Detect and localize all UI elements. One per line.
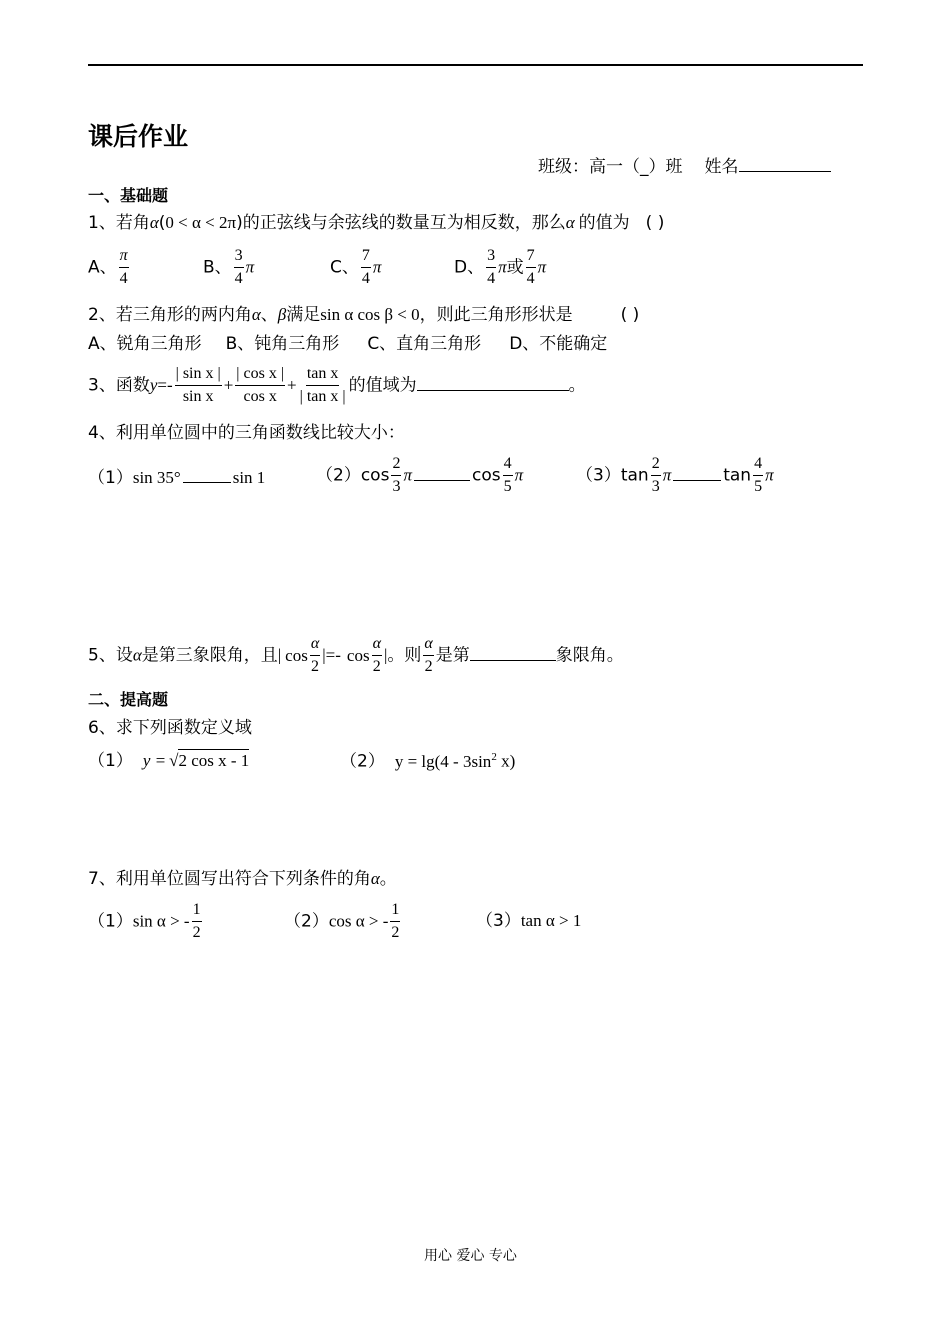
q1-open: (	[158, 213, 166, 233]
q5-mid: |=-	[322, 645, 341, 665]
q1-d-den2: 4	[526, 270, 535, 287]
q4-p2-label: （2）	[316, 465, 361, 486]
q1-d-pi1: π	[498, 257, 507, 277]
q4-p3-tan2: tan	[723, 465, 752, 486]
q3-plus2: +	[287, 375, 297, 395]
q1-c-label: C、	[330, 257, 359, 278]
q1-a-label: A、	[88, 257, 117, 278]
q6-p2-label: （2）	[340, 751, 385, 772]
q6-e1-radicand: 2 cos x - 1	[178, 751, 250, 770]
q3-end: 。	[568, 375, 586, 396]
q3-f3-num: tan x	[306, 366, 340, 386]
q1-d-num2: 7	[526, 248, 536, 268]
q4-p1-left: sin 35°	[132, 468, 181, 487]
q5-text3: 是第	[435, 645, 470, 666]
q2-stem	[88, 306, 639, 324]
q1-alpha: α	[149, 213, 159, 232]
q6-e1-lhs: y =	[142, 751, 167, 770]
q4-p3-tan1: tan	[620, 465, 649, 486]
q1-b-den: 4	[234, 270, 243, 287]
q5-prefix: 5、设	[88, 645, 133, 666]
q5-den3: 2	[424, 658, 433, 675]
q1-d-pi2: π	[537, 257, 547, 277]
q5-abs-close: |	[383, 645, 388, 665]
q1-alpha-2: α	[565, 213, 575, 232]
q5-den1: 2	[311, 658, 320, 675]
q4-p2-pi2: π	[514, 465, 524, 485]
q1-b-num: 3	[234, 248, 244, 268]
q5-text2: 。则	[387, 645, 422, 666]
q4-p3-num1: 2	[651, 456, 661, 476]
q5-num3: α	[423, 636, 433, 656]
q1-d-den1: 4	[487, 270, 496, 287]
q1-text: 的正弦线与余弦线的数量互为相反数，那么	[242, 213, 566, 233]
q3-y: y	[149, 375, 158, 395]
q1-b-pi: π	[245, 257, 255, 277]
q5-blank	[470, 646, 556, 661]
q1-d-label: D、	[454, 257, 485, 278]
q6-part2	[340, 752, 515, 771]
q7-part1	[88, 902, 204, 941]
top-rule	[88, 64, 863, 66]
q3-stem	[88, 366, 586, 405]
q3-f2-num: | cos x |	[235, 366, 285, 386]
q1-option-b	[203, 248, 254, 287]
q7-e2-den: 2	[391, 924, 400, 941]
q4-part1	[88, 468, 265, 487]
q1-text2: 的值为	[578, 213, 630, 233]
q2-option-d: D、不能确定	[509, 334, 608, 354]
q4-p2-blank	[414, 466, 470, 481]
q7-e1-den: 2	[192, 924, 201, 941]
q5-cos1: cos	[285, 645, 308, 665]
q6-stem: 6、求下列函数定义域	[88, 718, 252, 738]
q1-b-label: B、	[203, 257, 232, 278]
q7-e1: sin α > -	[132, 911, 190, 931]
q4-p2-cos1: cos	[360, 465, 390, 486]
q7-part2	[284, 902, 402, 941]
q7-prefix: 7、利用单位圆写出符合下列条件的角	[88, 869, 371, 889]
q7-e2: cos α > -	[328, 911, 389, 931]
q4-p1-label: （1）	[88, 468, 133, 488]
q6-e2-end: x)	[496, 751, 516, 771]
q5-stem	[88, 636, 624, 675]
q4-p2-den2: 5	[503, 478, 512, 495]
q5-den2: 2	[372, 658, 381, 675]
q3-f1-num: | sin x |	[175, 366, 222, 386]
q1-stem	[88, 214, 664, 232]
q4-p2-num2: 4	[503, 456, 513, 476]
q1-a-num: π	[119, 248, 129, 268]
q4-p2-pi1: π	[403, 465, 412, 485]
q1-c-den: 4	[361, 270, 370, 287]
q7-end: 。	[379, 869, 397, 889]
q3-text: 的值域为	[348, 375, 417, 396]
q7-p1-label: （1）	[88, 911, 133, 932]
q1-d-num1: 3	[486, 248, 496, 268]
q4-p3-pi2: π	[765, 465, 774, 485]
q1-close: )	[236, 213, 243, 233]
q2-prefix: 2、若三角形的两内角	[88, 305, 252, 325]
q3-f1-den: sin x	[182, 388, 214, 405]
q2-sep: 、	[260, 305, 278, 325]
q2-option-a: A、锐角三角形	[88, 334, 202, 354]
q6-p1-label: （1）	[88, 751, 133, 771]
q6-e2-sup: 2	[491, 751, 497, 763]
q4-p3-den1: 3	[651, 478, 660, 495]
q1-prefix: 1、若角	[88, 213, 150, 233]
q7-part3	[476, 912, 581, 930]
q3-prefix: 3、函数	[88, 375, 150, 396]
q5-abs-open: |	[277, 645, 282, 665]
q4-part3	[576, 456, 774, 495]
q2-alpha: α	[251, 305, 261, 324]
q1-d-or: 或	[506, 257, 524, 278]
name-label: 姓名	[704, 157, 739, 177]
q1-option-d	[454, 248, 546, 287]
page-footer: 用心 爱心 专心	[424, 1248, 517, 1264]
q2-answer-paren: ( )	[620, 305, 640, 325]
q2-option-b: B、钝角三角形	[225, 334, 340, 354]
q7-alpha: α	[370, 869, 380, 888]
class-name-line	[538, 157, 831, 176]
q3-plus1: +	[223, 375, 234, 395]
q7-stem	[88, 870, 397, 888]
q7-e1-num: 1	[192, 902, 202, 922]
sqrt-icon: √	[169, 751, 179, 770]
q5-cos2: cos	[346, 645, 370, 665]
q1-c-num: 7	[361, 248, 371, 268]
q6-part1	[88, 752, 249, 770]
class-label: 班级：高一（_）班	[538, 157, 683, 177]
q4-stem: 4、利用单位圆中的三角函数线比较大小：	[88, 423, 405, 443]
q4-p2-den1: 3	[392, 478, 401, 495]
q7-e3: tan α > 1	[520, 911, 582, 930]
q1-option-c	[330, 248, 381, 287]
q1-answer-paren: ( )	[645, 213, 665, 233]
q2-beta: β	[277, 305, 287, 324]
q2-option-c: C、直角三角形	[367, 334, 482, 354]
q2-text2: ，则此三角形形状是	[419, 305, 573, 325]
q3-f3-den: | tan x |	[299, 388, 346, 405]
q4-p2-cos2: cos	[471, 465, 501, 486]
q1-c-pi: π	[372, 257, 382, 277]
q4-p3-blank	[673, 466, 721, 481]
q7-p2-label: （2）	[284, 911, 329, 932]
q4-part2	[316, 456, 523, 495]
section-advanced: 二、提高题	[88, 690, 169, 709]
q2-condition: sin α cos β < 0	[320, 305, 420, 324]
q5-num2: α	[372, 636, 382, 656]
q5-alpha: α	[132, 645, 142, 665]
q1-option-a	[88, 248, 131, 287]
q4-p3-num2: 4	[753, 456, 763, 476]
q7-e2-num: 1	[390, 902, 400, 922]
q4-p1-right: sin 1	[232, 468, 266, 487]
q3-eq: =-	[157, 375, 173, 395]
page-title: 课后作业	[88, 122, 189, 151]
section-basic: 一、基础题	[88, 186, 169, 205]
q2-text: 满足	[286, 305, 321, 325]
q4-p3-label: （3）	[576, 465, 621, 486]
q4-p3-den2: 5	[754, 478, 763, 495]
q1-a-den: 4	[119, 270, 128, 287]
q6-e2-main: y = lg(4 - 3sin	[394, 751, 492, 771]
q7-p3-label: （3）	[476, 911, 521, 931]
q5-text4: 象限角。	[555, 645, 624, 666]
q4-p3-pi1: π	[662, 465, 672, 485]
q3-blank	[417, 376, 569, 391]
q4-p1-blank	[183, 468, 231, 483]
q4-p2-num1: 2	[391, 456, 401, 476]
q5-text: 是第三象限角，且	[141, 645, 278, 666]
name-blank	[739, 157, 831, 172]
q2-options	[88, 336, 607, 353]
q5-num1: α	[310, 636, 320, 656]
q1-condition: 0 < α < 2π	[165, 213, 237, 232]
q3-f2-den: cos x	[243, 388, 277, 405]
